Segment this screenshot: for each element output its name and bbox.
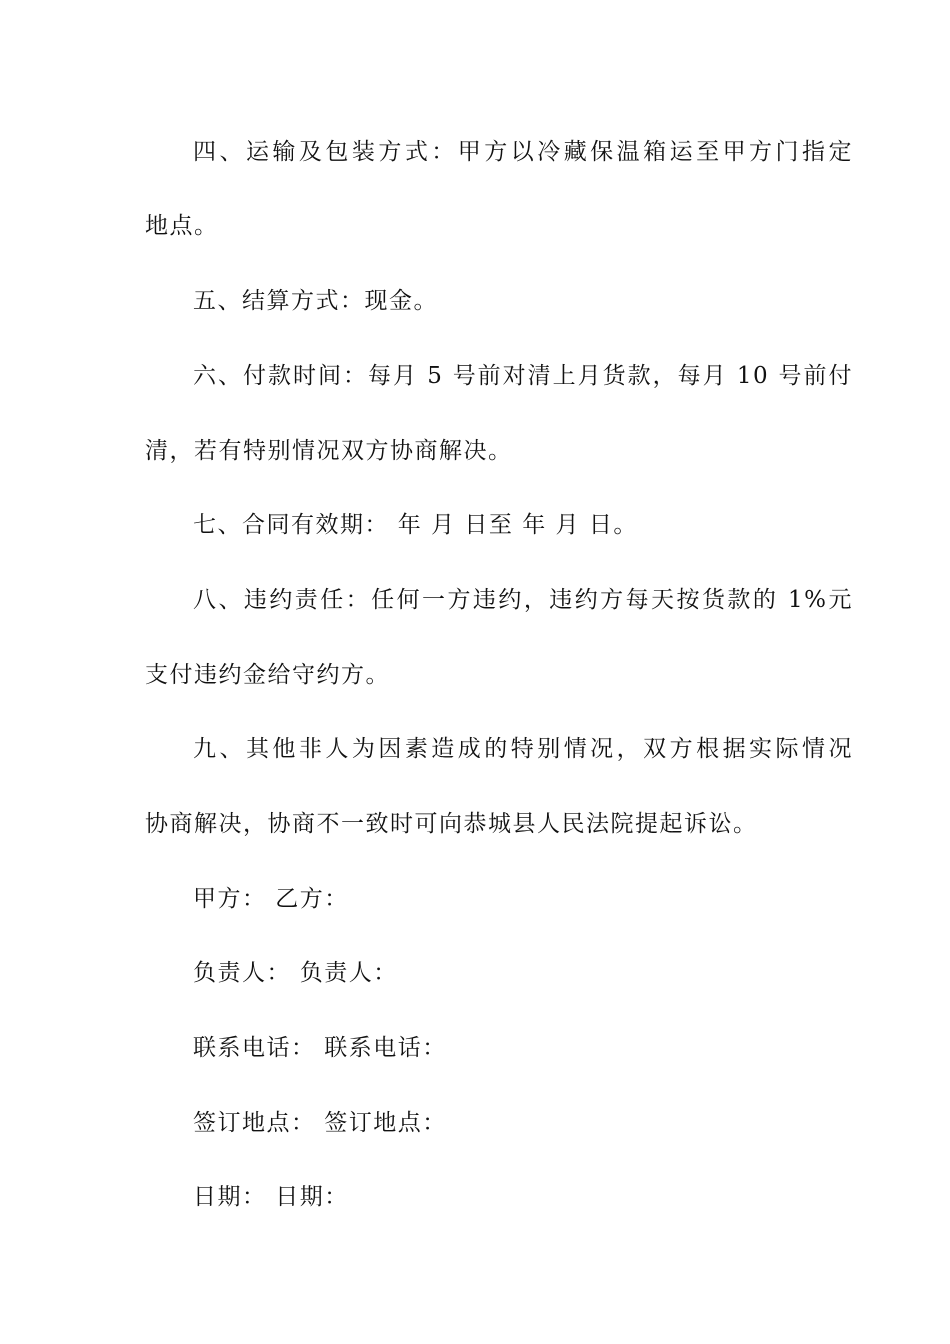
clause-6-line-1: 六、付款时间：每月 5 号前对清上月货款，每月 10 号前付 bbox=[193, 363, 853, 389]
signature-date: 日期： 日期： bbox=[193, 1184, 349, 1210]
clause-9-line-1: 九、其他非人为因素造成的特别情况，双方根据实际情况 bbox=[193, 736, 853, 762]
clause-5: 五、结算方式：现金。 bbox=[193, 288, 438, 314]
clause-4-line-1: 四、运输及包装方式：甲方以冷藏保温箱运至甲方门指定 bbox=[193, 139, 853, 165]
signature-parties: 甲方： 乙方： bbox=[193, 886, 349, 912]
clause-9-line-2: 协商解决，协商不一致时可向恭城县人民法院提起诉讼。 bbox=[145, 811, 758, 837]
clause-4-line-2: 地点。 bbox=[145, 213, 219, 239]
clause-8-line-2: 支付违约金给守约方。 bbox=[145, 662, 390, 688]
clause-6-line-2: 清，若有特别情况双方协商解决。 bbox=[145, 438, 513, 464]
clause-8-line-1: 八、违约责任：任何一方违约，违约方每天按货款的 1%元 bbox=[193, 587, 853, 613]
signature-responsible-person: 负责人： 负责人： bbox=[193, 960, 398, 986]
clause-7: 七、合同有效期： 年 月 日至 年 月 日。 bbox=[193, 512, 638, 538]
signature-signing-place: 签订地点： 签订地点： bbox=[193, 1110, 447, 1136]
signature-contact-phone: 联系电话： 联系电话： bbox=[193, 1035, 447, 1061]
